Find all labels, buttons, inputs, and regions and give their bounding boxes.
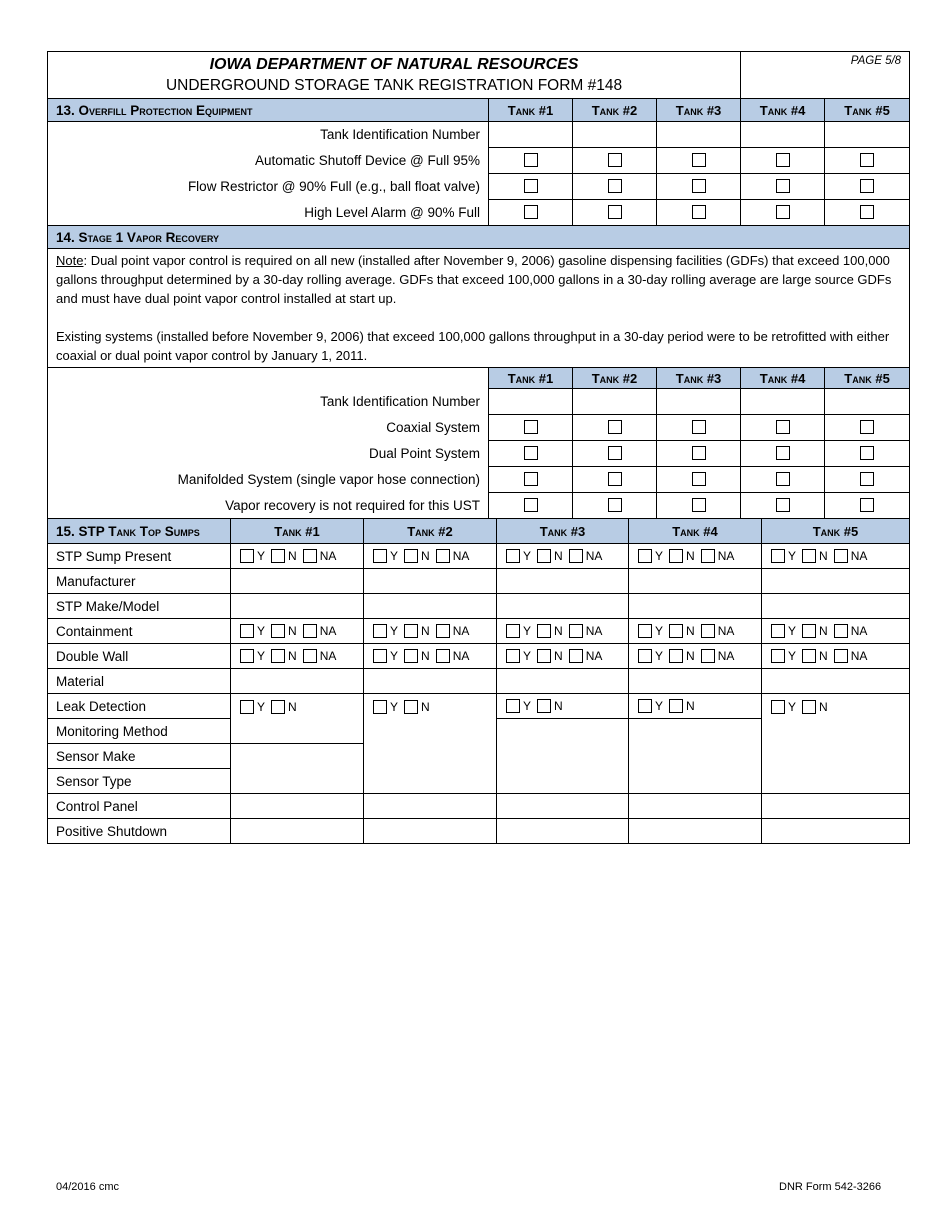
text-field[interactable]	[629, 719, 762, 744]
row-label: STP Make/Model	[48, 594, 231, 619]
checkbox-no[interactable]	[537, 624, 551, 638]
checkbox-no[interactable]	[537, 699, 551, 713]
row-label: STP Sump Present	[48, 544, 231, 569]
text-field[interactable]	[762, 719, 910, 744]
tank-id-input[interactable]	[657, 122, 741, 148]
checkbox-no[interactable]	[271, 700, 285, 714]
checkbox[interactable]	[692, 153, 706, 167]
checkbox-na[interactable]	[569, 624, 583, 638]
tank-id-input[interactable]	[741, 122, 825, 148]
yes-no-na-group: Y N NA	[762, 544, 910, 569]
row-label: Material	[48, 669, 231, 694]
yes-no-na-group: Y N NA	[629, 644, 762, 669]
checkbox-no[interactable]	[802, 624, 816, 638]
checkbox-no[interactable]	[537, 549, 551, 563]
section-14-title: 14. Stage 1 Vapor Recovery	[48, 226, 910, 249]
tank-header: Tank #1	[231, 519, 364, 544]
row-label: Sensor Type	[48, 769, 231, 794]
checkbox-na[interactable]	[834, 624, 848, 638]
text-field[interactable]	[762, 769, 910, 794]
checkbox-yes[interactable]	[771, 700, 785, 714]
section-14-note	[48, 249, 910, 368]
note-paragraph-2: Existing systems (installed before November 9, 2006) that exceed 100,000 gallons throughput in a 30-day period were to be retrofitted with either coaxial or dual point vapor control by January 1, 2011.	[56, 329, 890, 363]
checkbox-na[interactable]	[303, 649, 317, 663]
tank-header: Tank #3	[497, 519, 629, 544]
row-label: Manifolded System (single vapor hose connection)	[48, 467, 489, 493]
checkbox-na[interactable]	[436, 549, 450, 563]
checkbox-na[interactable]	[701, 624, 715, 638]
row-label: Monitoring Method	[48, 719, 231, 744]
checkbox[interactable]	[608, 153, 622, 167]
checkbox[interactable]	[608, 446, 622, 460]
text-field[interactable]	[762, 669, 910, 694]
yes-no-group: Y N	[762, 694, 910, 719]
text-field[interactable]	[231, 769, 364, 794]
tank-header: Tank #2	[573, 368, 657, 389]
checkbox-no[interactable]	[802, 549, 816, 563]
checkbox-no[interactable]	[404, 700, 418, 714]
text-field[interactable]	[497, 719, 629, 744]
checkbox-no[interactable]	[404, 649, 418, 663]
checkbox-no[interactable]	[271, 624, 285, 638]
checkbox[interactable]	[860, 446, 874, 460]
checkbox-yes[interactable]	[506, 699, 520, 713]
checkbox[interactable]	[860, 420, 874, 434]
page-number: PAGE 5/8	[741, 52, 910, 99]
yes-no-na-group: Y N NA	[762, 644, 910, 669]
checkbox[interactable]	[860, 153, 874, 167]
text-field[interactable]	[629, 744, 762, 769]
checkbox-no[interactable]	[271, 649, 285, 663]
yes-no-group: Y N	[231, 694, 364, 719]
text-field[interactable]	[231, 719, 364, 744]
checkbox[interactable]	[608, 472, 622, 486]
text-field[interactable]	[629, 569, 762, 594]
section-15-title: 15. STP Tank Top Sumps	[48, 519, 231, 544]
checkbox-yes[interactable]	[506, 549, 520, 563]
yes-no-na-group: Y N NA	[231, 544, 364, 569]
checkbox[interactable]	[692, 179, 706, 193]
checkbox[interactable]	[692, 205, 706, 219]
checkbox[interactable]	[860, 205, 874, 219]
checkbox-no[interactable]	[802, 649, 816, 663]
row-label: Vapor recovery is not required for this UST	[48, 493, 489, 519]
text-field[interactable]	[497, 819, 629, 844]
text-field[interactable]	[364, 794, 497, 819]
checkbox-yes[interactable]	[373, 624, 387, 638]
section-15-table	[47, 519, 910, 844]
text-field[interactable]	[364, 819, 497, 844]
checkbox[interactable]	[524, 498, 538, 512]
row-label: Leak Detection	[48, 694, 231, 719]
row-label: Tank Identification Number	[48, 122, 489, 148]
note-label: Note	[56, 253, 84, 268]
agency-title: IOWA DEPARTMENT OF NATURAL RESOURCES	[209, 55, 579, 73]
checkbox-na[interactable]	[303, 549, 317, 563]
text-field[interactable]	[629, 594, 762, 619]
checkbox-yes[interactable]	[771, 624, 785, 638]
checkbox[interactable]	[776, 472, 790, 486]
checkbox[interactable]	[524, 472, 538, 486]
tank-id-input[interactable]	[573, 389, 657, 415]
checkbox-na[interactable]	[834, 549, 848, 563]
row-label: Automatic Shutoff Device @ Full 95%	[48, 148, 489, 174]
form-header	[48, 52, 741, 99]
checkbox[interactable]	[524, 153, 538, 167]
text-field[interactable]	[231, 569, 364, 594]
text-field[interactable]	[231, 744, 364, 769]
checkbox-yes[interactable]	[240, 549, 254, 563]
checkbox[interactable]	[776, 498, 790, 512]
text-field[interactable]	[629, 794, 762, 819]
checkbox[interactable]	[776, 153, 790, 167]
yes-no-na-group: Y N NA	[497, 544, 629, 569]
checkbox[interactable]	[692, 446, 706, 460]
checkbox-no[interactable]	[802, 700, 816, 714]
text-field[interactable]	[231, 594, 364, 619]
tank-header: Tank #5	[762, 519, 910, 544]
checkbox[interactable]	[608, 498, 622, 512]
checkbox-yes[interactable]	[373, 549, 387, 563]
text-field[interactable]	[762, 569, 910, 594]
tank-header: Tank #3	[657, 99, 741, 122]
tank-id-input[interactable]	[825, 389, 910, 415]
checkbox-na[interactable]	[436, 649, 450, 663]
text-field[interactable]	[497, 769, 629, 794]
footer-revision: 04/2016 cmc	[56, 1181, 119, 1193]
checkbox[interactable]	[524, 179, 538, 193]
text-field[interactable]	[629, 769, 762, 794]
row-label: Double Wall	[48, 644, 231, 669]
row-label: Sensor Make	[48, 744, 231, 769]
checkbox-na[interactable]	[834, 649, 848, 663]
text-field[interactable]	[364, 769, 497, 794]
checkbox-na[interactable]	[701, 549, 715, 563]
registration-form	[47, 51, 909, 844]
checkbox[interactable]	[608, 205, 622, 219]
tank-header: Tank #2	[573, 99, 657, 122]
text-field[interactable]	[364, 669, 497, 694]
checkbox[interactable]	[776, 420, 790, 434]
checkbox[interactable]	[524, 420, 538, 434]
checkbox[interactable]	[692, 472, 706, 486]
checkbox-no[interactable]	[669, 549, 683, 563]
yes-no-na-group: Y N NA	[629, 544, 762, 569]
text-field[interactable]	[231, 669, 364, 694]
checkbox-na[interactable]	[436, 624, 450, 638]
checkbox-no[interactable]	[669, 624, 683, 638]
text-field[interactable]	[364, 594, 497, 619]
tank-header: Tank #4	[741, 99, 825, 122]
text-field[interactable]	[364, 719, 497, 744]
checkbox[interactable]	[776, 179, 790, 193]
section-13-table	[47, 51, 910, 519]
yes-no-na-group: Y N NA	[364, 644, 497, 669]
checkbox[interactable]	[776, 205, 790, 219]
tank-id-input[interactable]	[825, 122, 910, 148]
text-field[interactable]	[364, 569, 497, 594]
yes-no-na-group: Y N NA	[497, 619, 629, 644]
text-field[interactable]	[497, 594, 629, 619]
checkbox-na[interactable]	[303, 624, 317, 638]
checkbox[interactable]	[860, 472, 874, 486]
checkbox-yes[interactable]	[506, 624, 520, 638]
text-field[interactable]	[231, 794, 364, 819]
tank-id-input[interactable]	[489, 389, 573, 415]
tank-header: Tank #1	[489, 99, 573, 122]
text-field[interactable]	[231, 819, 364, 844]
footer-form-number: DNR Form 542-3266	[779, 1181, 882, 1193]
row-label: Coaxial System	[48, 415, 489, 441]
checkbox[interactable]	[692, 498, 706, 512]
checkbox[interactable]	[608, 179, 622, 193]
tank-header: Tank #1	[489, 368, 573, 389]
checkbox-no[interactable]	[404, 624, 418, 638]
checkbox-no[interactable]	[271, 549, 285, 563]
yes-no-na-group: Y N NA	[231, 619, 364, 644]
text-field[interactable]	[762, 744, 910, 769]
checkbox-yes[interactable]	[373, 700, 387, 714]
checkbox[interactable]	[692, 420, 706, 434]
yes-no-group: Y N	[629, 694, 762, 719]
yes-no-na-group: Y N NA	[364, 619, 497, 644]
text-field[interactable]	[762, 794, 910, 819]
checkbox-na[interactable]	[569, 549, 583, 563]
form-title: UNDERGROUND STORAGE TANK REGISTRATION FORM #148	[165, 76, 623, 94]
row-label: Dual Point System	[48, 441, 489, 467]
text-field[interactable]	[762, 819, 910, 844]
checkbox-yes[interactable]	[240, 649, 254, 663]
row-label: Flow Restrictor @ 90% Full (e.g., ball float valve)	[48, 174, 489, 200]
yes-no-group: Y N	[364, 694, 497, 719]
checkbox-no[interactable]	[669, 649, 683, 663]
tank-id-input[interactable]	[741, 389, 825, 415]
note-paragraph-1: : Dual point vapor control is required on all new (installed after November 9, 2006) gasoline dispensing facilities (GDFs) that exceed 100,000 gallons throughput determined by a 30-day rolling average. GDFs that exceed 100,000 gallons in a 30-day rolling average are large source GDFs and must have dual point vapor control installed at start up.	[56, 253, 892, 306]
tank-header: Tank #5	[825, 99, 910, 122]
checkbox-yes[interactable]	[638, 699, 652, 713]
tank-header: Tank #4	[629, 519, 762, 544]
text-field[interactable]	[497, 669, 629, 694]
checkbox[interactable]	[860, 179, 874, 193]
checkbox[interactable]	[860, 498, 874, 512]
checkbox-yes[interactable]	[638, 549, 652, 563]
section-13-title: 13. Overfill Protection Equipment	[48, 99, 489, 122]
checkbox-yes[interactable]	[771, 649, 785, 663]
checkbox[interactable]	[776, 446, 790, 460]
checkbox-yes[interactable]	[771, 549, 785, 563]
checkbox-yes[interactable]	[506, 649, 520, 663]
row-label: High Level Alarm @ 90% Full	[48, 200, 489, 226]
tank-header: Tank #2	[364, 519, 497, 544]
yes-no-na-group: Y N NA	[629, 619, 762, 644]
checkbox-yes[interactable]	[638, 624, 652, 638]
yes-no-na-group: Y N NA	[497, 644, 629, 669]
text-field[interactable]	[629, 819, 762, 844]
row-label: Containment	[48, 619, 231, 644]
row-label: Tank Identification Number	[48, 389, 489, 415]
tank-id-input[interactable]	[573, 122, 657, 148]
tank-id-input[interactable]	[657, 389, 741, 415]
checkbox[interactable]	[524, 446, 538, 460]
text-field[interactable]	[497, 569, 629, 594]
tank-header: Tank #5	[825, 368, 910, 389]
yes-no-group: Y N	[497, 694, 629, 719]
checkbox-no[interactable]	[404, 549, 418, 563]
checkbox-no[interactable]	[669, 699, 683, 713]
row-label: Manufacturer	[48, 569, 231, 594]
tank-id-input[interactable]	[489, 122, 573, 148]
text-field[interactable]	[497, 744, 629, 769]
checkbox-yes[interactable]	[373, 649, 387, 663]
row-label: Control Panel	[48, 794, 231, 819]
checkbox-yes[interactable]	[638, 649, 652, 663]
row-label: Positive Shutdown	[48, 819, 231, 844]
checkbox[interactable]	[608, 420, 622, 434]
checkbox-no[interactable]	[537, 649, 551, 663]
checkbox-na[interactable]	[701, 649, 715, 663]
checkbox[interactable]	[524, 205, 538, 219]
yes-no-na-group: Y N NA	[231, 644, 364, 669]
tank-header: Tank #4	[741, 368, 825, 389]
yes-no-na-group: Y N NA	[364, 544, 497, 569]
text-field[interactable]	[762, 594, 910, 619]
tank-header: Tank #3	[657, 368, 741, 389]
text-field[interactable]	[497, 794, 629, 819]
checkbox-yes[interactable]	[240, 700, 254, 714]
yes-no-na-group: Y N NA	[762, 619, 910, 644]
text-field[interactable]	[364, 744, 497, 769]
checkbox-yes[interactable]	[240, 624, 254, 638]
checkbox-na[interactable]	[569, 649, 583, 663]
text-field[interactable]	[629, 669, 762, 694]
blank-header-cell	[48, 368, 489, 389]
